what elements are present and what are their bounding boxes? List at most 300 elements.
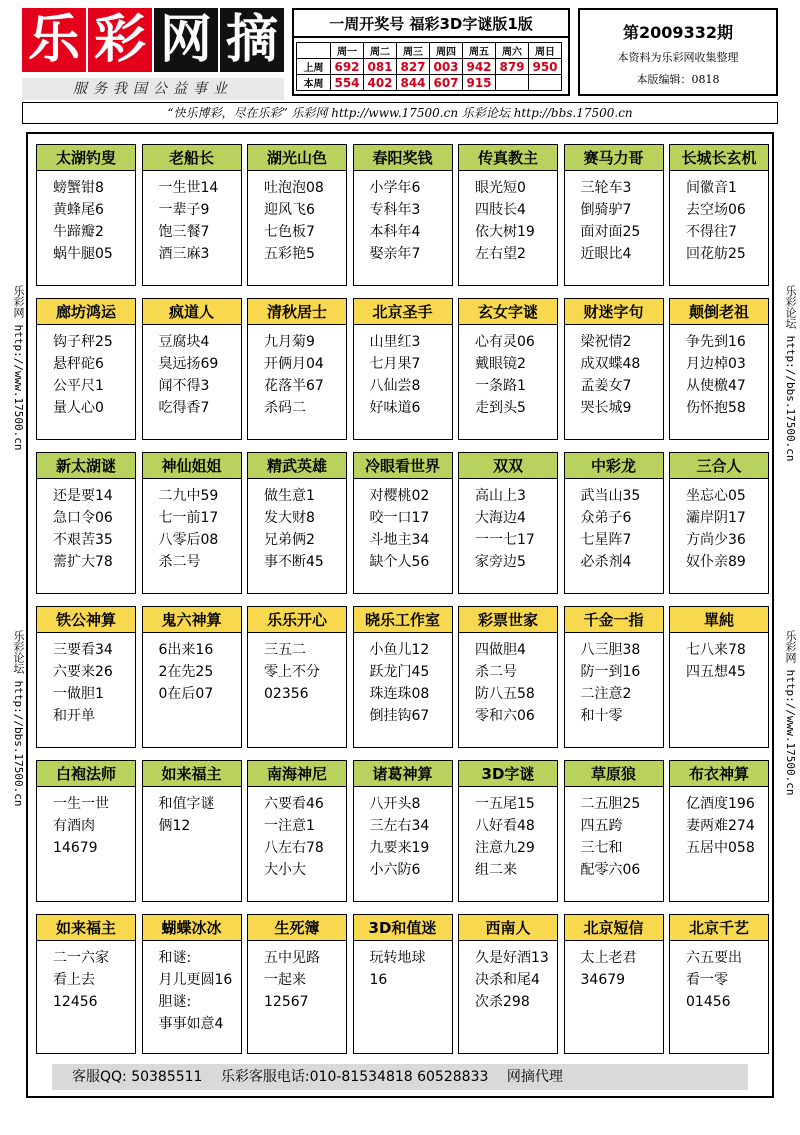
card-title: 如来福主 bbox=[143, 761, 241, 787]
card-line: 14679 bbox=[53, 840, 98, 856]
card-lines bbox=[565, 325, 663, 419]
card-line: 四五跨 bbox=[580, 818, 623, 834]
card-line: 二注意2 bbox=[580, 686, 632, 702]
card-line: 八仙尝8 bbox=[369, 378, 421, 394]
puzzle-card bbox=[458, 144, 558, 286]
card-line: 灞岸阴17 bbox=[686, 510, 746, 526]
card-line: 12456 bbox=[53, 994, 98, 1010]
card-line: 间徽音1 bbox=[686, 180, 737, 196]
card-lines bbox=[248, 171, 346, 265]
card-line: 二五胆25 bbox=[580, 796, 641, 812]
card-line: 零上不分 bbox=[264, 664, 320, 680]
issue-panel bbox=[578, 8, 778, 96]
card-line: 零和六06 bbox=[475, 708, 535, 724]
card-line: 和谜: bbox=[158, 950, 192, 966]
card-line: 八零后08 bbox=[158, 532, 219, 548]
card-line: 专科年3 bbox=[369, 202, 421, 218]
puzzle-card bbox=[564, 914, 664, 1054]
card-line: 伤怀抱58 bbox=[686, 400, 746, 416]
card-line: 四做胆4 bbox=[475, 642, 526, 658]
card-lines bbox=[354, 787, 452, 881]
card-line: 五彩艳5 bbox=[264, 246, 315, 262]
card-line: 二一六家 bbox=[53, 950, 109, 966]
card-line: 六要来26 bbox=[53, 664, 113, 680]
card-line: 七月果7 bbox=[369, 356, 421, 372]
card-line: 八好看48 bbox=[475, 818, 535, 834]
card-lines bbox=[248, 787, 346, 881]
card-line: 防一到16 bbox=[580, 664, 641, 680]
side-text-left-bottom: 乐彩论坛 http://bbs.17500.cn bbox=[12, 630, 25, 807]
card-title: 太湖钓叟 bbox=[37, 145, 135, 171]
day-header: 周一 bbox=[331, 43, 364, 59]
card-line: 戴眼镜2 bbox=[475, 356, 526, 372]
card-line: 五居中058 bbox=[686, 840, 755, 856]
issue-number: 第2009332期 bbox=[623, 23, 733, 42]
card-line: 月儿更圆16 bbox=[158, 972, 233, 988]
puzzle-card bbox=[36, 298, 136, 440]
card-line: 跃龙门45 bbox=[369, 664, 430, 680]
card-line: 做生意1 bbox=[264, 488, 315, 504]
card-title: 南海神尼 bbox=[248, 761, 346, 787]
card-line: 好味道6 bbox=[369, 400, 421, 416]
card-line: 亿酒度196 bbox=[686, 796, 755, 812]
puzzle-card bbox=[669, 760, 769, 902]
card-line: 决杀和尾4 bbox=[475, 972, 540, 988]
card-lines bbox=[670, 479, 768, 573]
card-line: 三七和 bbox=[580, 840, 623, 856]
puzzle-card bbox=[247, 452, 347, 594]
card-line: 一生世14 bbox=[158, 180, 219, 196]
last-week-number: 942 bbox=[463, 59, 496, 75]
side-text-right-bottom: 乐彩网 http://www.17500.cn bbox=[784, 630, 797, 796]
card-lines bbox=[670, 171, 768, 265]
card-title: 双双 bbox=[459, 453, 557, 479]
card-line: 牛蹄瓣2 bbox=[53, 224, 104, 240]
this-week-number: 844 bbox=[397, 75, 430, 91]
card-lines bbox=[565, 941, 663, 991]
card-line: 坐忘心05 bbox=[686, 488, 746, 504]
card-title: 疯道人 bbox=[143, 299, 241, 325]
card-line: 2在先25 bbox=[158, 664, 214, 680]
day-header: 周六 bbox=[496, 43, 529, 59]
card-lines bbox=[565, 479, 663, 573]
card-line: 从使檄47 bbox=[686, 378, 746, 394]
card-lines bbox=[565, 787, 663, 881]
puzzle-card bbox=[353, 606, 453, 748]
puzzle-card bbox=[669, 606, 769, 748]
card-lines bbox=[143, 787, 241, 837]
puzzle-card bbox=[458, 298, 558, 440]
logo-char-1: 乐 bbox=[22, 8, 86, 72]
card-line: 34679 bbox=[580, 972, 626, 988]
card-line: 三要看34 bbox=[53, 642, 113, 658]
card-line: 八三胆38 bbox=[580, 642, 641, 658]
card-line: 杀二号 bbox=[475, 664, 517, 680]
card-title: 北京圣手 bbox=[354, 299, 452, 325]
puzzle-card bbox=[669, 452, 769, 594]
card-line: 不艰苦35 bbox=[53, 532, 113, 548]
card-line: 成双蝶48 bbox=[580, 356, 641, 372]
puzzle-card bbox=[353, 144, 453, 286]
card-title: 神仙姐姐 bbox=[143, 453, 241, 479]
card-lines bbox=[37, 325, 135, 419]
card-lines bbox=[354, 633, 452, 727]
puzzle-card bbox=[142, 760, 242, 902]
card-line: 钩子秤25 bbox=[53, 334, 113, 350]
last-week-number: 879 bbox=[496, 59, 529, 75]
card-lines bbox=[354, 171, 452, 265]
puzzle-card bbox=[142, 298, 242, 440]
card-line: 有酒肉 bbox=[53, 818, 95, 834]
side-text-right-top: 乐彩论坛 http://bbs.17500.cn bbox=[784, 285, 797, 462]
card-line: 胆谜: bbox=[158, 994, 192, 1010]
card-line: 组二来 bbox=[475, 862, 517, 878]
puzzle-card bbox=[247, 606, 347, 748]
card-lines bbox=[248, 633, 346, 705]
card-line: 八左右78 bbox=[264, 840, 324, 856]
card-line: 臭远扬69 bbox=[158, 356, 219, 372]
card-line: 六五要出 bbox=[686, 950, 742, 966]
last-week-number: 827 bbox=[397, 59, 430, 75]
card-line: 九要来19 bbox=[369, 840, 430, 856]
puzzle-card bbox=[353, 452, 453, 594]
card-lines bbox=[143, 325, 241, 419]
card-lines bbox=[670, 941, 768, 1013]
this-week-number: 402 bbox=[364, 75, 397, 91]
card-title: 诸葛神算 bbox=[354, 761, 452, 787]
card-line: 眼光短0 bbox=[475, 180, 526, 196]
puzzle-card bbox=[564, 760, 664, 902]
card-line: 回花舫25 bbox=[686, 246, 746, 262]
card-lines bbox=[37, 171, 135, 265]
card-line: 事事如意4 bbox=[158, 1016, 224, 1032]
card-lines bbox=[143, 171, 241, 265]
card-line: 蜗牛腿05 bbox=[53, 246, 113, 262]
main-content bbox=[26, 132, 774, 1098]
day-header: 周日 bbox=[529, 43, 562, 59]
card-line: 大海边4 bbox=[475, 510, 526, 526]
card-line: 开俩月04 bbox=[264, 356, 324, 372]
card-title: 传真教主 bbox=[459, 145, 557, 171]
card-title: 草原狼 bbox=[565, 761, 663, 787]
source-note: 本资料为乐彩网收集整理 bbox=[617, 51, 739, 64]
panel-title: 一周开奖号 福彩3D字谜版1版 bbox=[294, 10, 568, 38]
puzzle-card bbox=[247, 144, 347, 286]
card-line: 16 bbox=[369, 972, 388, 988]
card-line: 小六防6 bbox=[369, 862, 421, 878]
card-title: 廊坊鸿运 bbox=[37, 299, 135, 325]
puzzle-card bbox=[564, 606, 664, 748]
card-line: 俩12 bbox=[158, 818, 191, 834]
card-lines bbox=[143, 941, 241, 1035]
card-line: 必杀剂4 bbox=[580, 554, 632, 570]
card-lines bbox=[37, 787, 135, 859]
puzzle-card bbox=[247, 914, 347, 1054]
card-line: 心有灵06 bbox=[475, 334, 535, 350]
logo bbox=[22, 8, 284, 96]
card-title: 新太湖谜 bbox=[37, 453, 135, 479]
card-lines bbox=[670, 325, 768, 419]
card-line: 看一零 bbox=[686, 972, 728, 988]
puzzle-card bbox=[458, 914, 558, 1054]
card-title: 白袍法师 bbox=[37, 761, 135, 787]
card-line: 薷扩大78 bbox=[53, 554, 113, 570]
card-title: 中彩龙 bbox=[565, 453, 663, 479]
card-line: 孟姜女7 bbox=[580, 378, 632, 394]
card-title: 玄女字谜 bbox=[459, 299, 557, 325]
footer bbox=[52, 1064, 748, 1090]
puzzle-card bbox=[669, 914, 769, 1054]
last-week-number: 081 bbox=[364, 59, 397, 75]
puzzle-card bbox=[353, 298, 453, 440]
day-header: 周二 bbox=[364, 43, 397, 59]
puzzle-card bbox=[247, 760, 347, 902]
footer-phone: 乐彩客服电话:010-81534818 60528833 bbox=[220, 1069, 489, 1085]
logo-char-3: 网 bbox=[154, 8, 218, 72]
last-week-label: 上周 bbox=[297, 59, 331, 75]
card-line: 发大财8 bbox=[264, 510, 315, 526]
puzzle-card bbox=[142, 606, 242, 748]
card-line: 斗地主34 bbox=[369, 532, 430, 548]
card-line: 公平尺1 bbox=[53, 378, 104, 394]
card-line: 防八五58 bbox=[475, 686, 535, 702]
card-line: 六要看46 bbox=[264, 796, 324, 812]
card-line: 和十零 bbox=[580, 708, 623, 724]
puzzle-card bbox=[458, 606, 558, 748]
card-line: 迎风飞6 bbox=[264, 202, 315, 218]
card-line: 二九中59 bbox=[158, 488, 219, 504]
card-title: 布衣神算 bbox=[670, 761, 768, 787]
card-lines bbox=[248, 479, 346, 573]
card-line: 吐泡泡08 bbox=[264, 180, 324, 196]
card-line: 武当山35 bbox=[580, 488, 641, 504]
day-header: 周四 bbox=[430, 43, 463, 59]
draw-results-panel bbox=[292, 8, 570, 96]
card-line: 近眼比4 bbox=[580, 246, 632, 262]
card-lines bbox=[459, 325, 557, 419]
card-line: 黄蜂尾6 bbox=[53, 202, 104, 218]
card-line: 面对面25 bbox=[580, 224, 641, 240]
card-line: 哭长城9 bbox=[580, 400, 632, 416]
card-line: 注意九29 bbox=[475, 840, 535, 856]
card-line: 妻两难274 bbox=[686, 818, 755, 834]
card-line: 01456 bbox=[686, 994, 731, 1010]
card-lines bbox=[459, 171, 557, 265]
card-title: 彩票世家 bbox=[459, 607, 557, 633]
card-line: 大小大 bbox=[264, 862, 306, 878]
card-line: 走到头5 bbox=[475, 400, 526, 416]
card-title: 生死簿 bbox=[248, 915, 346, 941]
card-title: 如来福主 bbox=[37, 915, 135, 941]
card-line: 一辈子9 bbox=[158, 202, 210, 218]
card-line: 不得往7 bbox=[686, 224, 737, 240]
card-line: 四肢长4 bbox=[475, 202, 526, 218]
card-title: 春阳奖钱 bbox=[354, 145, 452, 171]
card-line: 倒挂钩67 bbox=[369, 708, 430, 724]
puzzle-card bbox=[36, 606, 136, 748]
card-line: 一五尾15 bbox=[475, 796, 535, 812]
puzzle-card bbox=[36, 144, 136, 286]
card-line: 山里红3 bbox=[369, 334, 421, 350]
card-line: 方尚少36 bbox=[686, 532, 746, 548]
card-line: 闻不得3 bbox=[158, 378, 210, 394]
editor-note: 本版编辑：0818 bbox=[636, 73, 720, 86]
card-title: 精武英雄 bbox=[248, 453, 346, 479]
this-week-number bbox=[496, 75, 529, 91]
this-week-number: 915 bbox=[463, 75, 496, 91]
this-week-label: 本周 bbox=[297, 75, 331, 91]
card-line: 6出来16 bbox=[158, 642, 214, 658]
card-lines bbox=[143, 633, 241, 705]
card-line: 看上去 bbox=[53, 972, 95, 988]
puzzle-card bbox=[142, 144, 242, 286]
puzzle-card bbox=[564, 452, 664, 594]
card-line: 咬一口17 bbox=[369, 510, 430, 526]
card-line: 太上老君 bbox=[580, 950, 637, 966]
card-title: 乐乐开心 bbox=[248, 607, 346, 633]
card-lines bbox=[143, 479, 241, 573]
card-line: 事不断45 bbox=[264, 554, 324, 570]
card-line: 杀码二 bbox=[264, 400, 306, 416]
card-line: 螃蟹钳8 bbox=[53, 180, 104, 196]
draw-results-table bbox=[296, 42, 562, 91]
card-title: 长城长玄机 bbox=[670, 145, 768, 171]
card-lines bbox=[565, 171, 663, 265]
card-lines bbox=[354, 479, 452, 573]
card-line: 一注意1 bbox=[264, 818, 315, 834]
card-line: 次杀298 bbox=[475, 994, 530, 1010]
card-line: 众弟子6 bbox=[580, 510, 632, 526]
card-line: 一条路1 bbox=[475, 378, 526, 394]
card-line: 本科年4 bbox=[369, 224, 421, 240]
card-line: 七色板7 bbox=[264, 224, 315, 240]
card-line: 花落半67 bbox=[264, 378, 324, 394]
card-line: 去空场06 bbox=[686, 202, 746, 218]
card-line: 七八来78 bbox=[686, 642, 746, 658]
card-line: 0在后07 bbox=[158, 686, 214, 702]
card-line: 酒三麻3 bbox=[158, 246, 210, 262]
card-lines bbox=[670, 787, 768, 859]
puzzle-card bbox=[36, 760, 136, 902]
card-lines bbox=[248, 325, 346, 419]
last-week-number: 692 bbox=[331, 59, 364, 75]
corner-cell bbox=[297, 43, 331, 59]
logo-char-2: 彩 bbox=[88, 8, 152, 72]
card-title: 單純 bbox=[670, 607, 768, 633]
this-week-number: 607 bbox=[430, 75, 463, 91]
logo-char-4: 摘 bbox=[220, 8, 284, 72]
card-line: 奴仆亲89 bbox=[686, 554, 746, 570]
card-line: 02356 bbox=[264, 686, 309, 702]
card-line: 缺个人56 bbox=[369, 554, 430, 570]
card-line: 珠连珠08 bbox=[369, 686, 430, 702]
puzzle-card bbox=[564, 144, 664, 286]
card-lines bbox=[37, 941, 135, 1013]
card-line: 三轮车3 bbox=[580, 180, 632, 196]
card-line: 小鱼儿12 bbox=[369, 642, 430, 658]
card-line: 九月菊9 bbox=[264, 334, 315, 350]
card-line: 三五二 bbox=[264, 642, 306, 658]
puzzle-card bbox=[36, 914, 136, 1054]
card-line: 依大树19 bbox=[475, 224, 535, 240]
card-title: 北京千艺 bbox=[670, 915, 768, 941]
card-line: 八开头8 bbox=[369, 796, 421, 812]
card-title: 晓乐工作室 bbox=[354, 607, 452, 633]
card-line: 兄弟俩2 bbox=[264, 532, 315, 548]
card-line: 三左右34 bbox=[369, 818, 430, 834]
card-line: 月边棹03 bbox=[686, 356, 746, 372]
card-lines bbox=[37, 633, 135, 727]
puzzle-card bbox=[142, 914, 242, 1054]
puzzle-card bbox=[353, 914, 453, 1054]
card-line: 悬秤砣6 bbox=[53, 356, 104, 372]
card-lines bbox=[459, 941, 557, 1013]
card-line: 家旁边5 bbox=[475, 554, 526, 570]
day-header: 周五 bbox=[463, 43, 496, 59]
card-line: 和值字谜 bbox=[158, 796, 215, 812]
card-line: 争先到16 bbox=[686, 334, 746, 350]
puzzle-card bbox=[247, 298, 347, 440]
footer-agent: 网摘代理 bbox=[506, 1069, 563, 1085]
card-line: 玩转地球 bbox=[369, 950, 426, 966]
card-line: 娶亲年7 bbox=[369, 246, 421, 262]
card-title: 财迷字句 bbox=[565, 299, 663, 325]
card-line: 急口令06 bbox=[53, 510, 113, 526]
card-line: 量人心0 bbox=[53, 400, 104, 416]
card-title: 清秋居士 bbox=[248, 299, 346, 325]
card-line: 和开单 bbox=[53, 708, 95, 724]
card-line: 一生一世 bbox=[53, 796, 109, 812]
card-line: 配零六06 bbox=[580, 862, 641, 878]
card-lines bbox=[354, 325, 452, 419]
puzzle-card bbox=[142, 452, 242, 594]
card-title: 湖光山色 bbox=[248, 145, 346, 171]
side-text-left-top: 乐彩网 http://www.17500.cn bbox=[12, 285, 25, 451]
puzzle-card bbox=[36, 452, 136, 594]
card-line: 梁祝情2 bbox=[580, 334, 632, 350]
card-line: 小学年6 bbox=[369, 180, 421, 196]
card-lines bbox=[459, 787, 557, 881]
card-line: 七星阵7 bbox=[580, 532, 632, 548]
card-line: 对樱桃02 bbox=[369, 488, 430, 504]
card-title: 北京短信 bbox=[565, 915, 663, 941]
card-lines bbox=[565, 633, 663, 727]
puzzle-card bbox=[669, 298, 769, 440]
puzzle-card bbox=[458, 760, 558, 902]
card-line: 左右望2 bbox=[475, 246, 526, 262]
card-title: 铁公神算 bbox=[37, 607, 135, 633]
card-lines bbox=[459, 479, 557, 573]
card-title: 千金一指 bbox=[565, 607, 663, 633]
card-title: 颠倒老祖 bbox=[670, 299, 768, 325]
card-line: 五中见路 bbox=[264, 950, 320, 966]
card-title: 3D字谜 bbox=[459, 761, 557, 787]
last-week-number: 950 bbox=[529, 59, 562, 75]
card-title: 蝴蝶冰冰 bbox=[143, 915, 241, 941]
card-title: 冷眼看世界 bbox=[354, 453, 452, 479]
card-lines bbox=[248, 941, 346, 1013]
this-week-number bbox=[529, 75, 562, 91]
footer-qq: 客服QQ: 50385511 bbox=[72, 1069, 203, 1085]
card-line: 豆腐块4 bbox=[158, 334, 210, 350]
card-line: 还是要14 bbox=[53, 488, 113, 504]
puzzle-card bbox=[669, 144, 769, 286]
card-line: 一起来 bbox=[264, 972, 306, 988]
last-week-number: 003 bbox=[430, 59, 463, 75]
card-title: 3D和值迷 bbox=[354, 915, 452, 941]
this-week-number: 554 bbox=[331, 75, 364, 91]
card-line: 12567 bbox=[264, 994, 309, 1010]
